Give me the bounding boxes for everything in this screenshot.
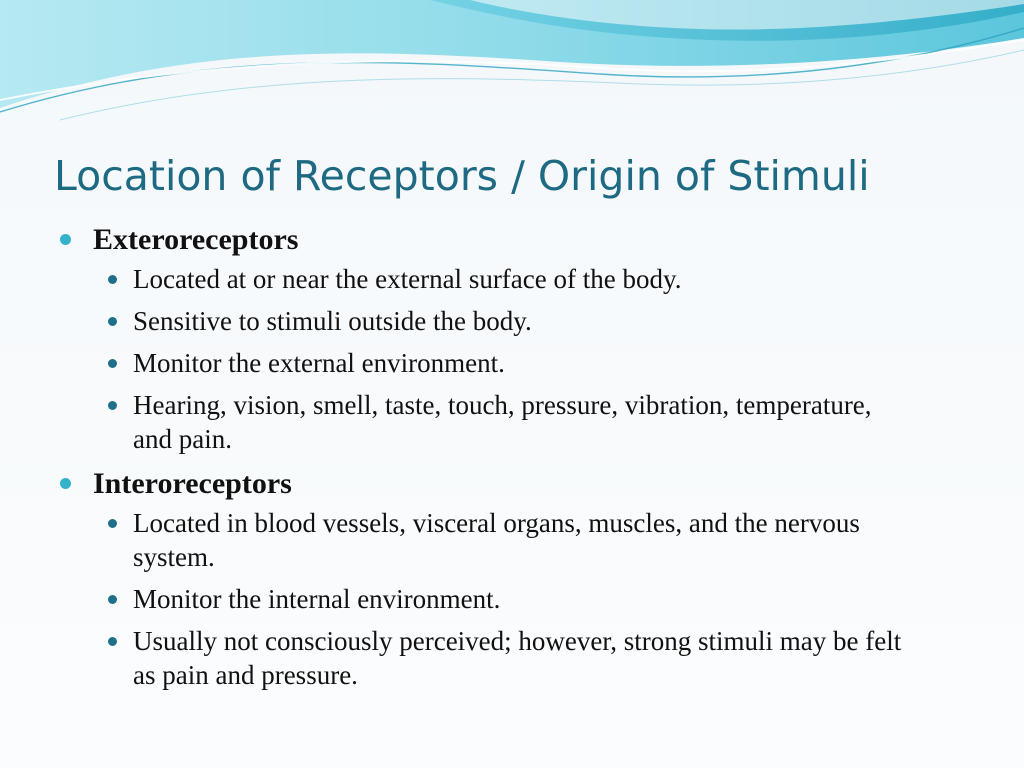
section-heading: Exteroreceptors	[93, 223, 299, 256]
list-item	[93, 506, 913, 574]
list-item-text: Hearing, vision, smell, taste, touch, pressure, vibration, temperature, and pain.	[133, 390, 872, 454]
list-item	[93, 624, 913, 692]
list-item-text: Located in blood vessels, visceral organs, muscles, and the nervous system.	[133, 508, 860, 572]
list-item	[93, 346, 913, 380]
sub-bullet-list	[93, 506, 960, 692]
section-exteroreceptors	[60, 220, 960, 456]
sub-bullet-dot-icon	[108, 401, 117, 410]
sub-bullet-dot-icon	[108, 275, 117, 284]
sub-bullet-dot-icon	[108, 595, 117, 604]
sub-bullet-dot-icon	[108, 317, 117, 326]
decorative-wave-header	[0, 0, 1024, 130]
list-item-text: Usually not consciously perceived; however, strong stimuli may be felt as pain and pressure.	[133, 626, 902, 690]
sub-bullet-list	[93, 262, 960, 456]
list-item	[93, 388, 913, 456]
list-item	[93, 582, 913, 616]
sub-bullet-dot-icon	[108, 359, 117, 368]
section-interoreceptors	[60, 464, 960, 692]
bullet-dot-icon	[60, 234, 71, 245]
list-item	[93, 262, 913, 296]
section-heading: Interoreceptors	[93, 467, 292, 500]
list-item-text: Monitor the internal environment.	[133, 584, 501, 614]
bullet-dot-icon	[60, 478, 71, 489]
sub-bullet-dot-icon	[108, 637, 117, 646]
bullet-list	[60, 220, 960, 692]
list-item-text: Monitor the external environment.	[133, 348, 505, 378]
list-item-text: Located at or near the external surface of the body.	[133, 264, 682, 294]
list-item	[93, 304, 913, 338]
slide-content	[60, 220, 960, 700]
sub-bullet-dot-icon	[108, 519, 117, 528]
list-item-text: Sensitive to stimuli outside the body.	[133, 306, 532, 336]
slide-title: Location of Receptors / Origin of Stimuli	[54, 152, 870, 200]
